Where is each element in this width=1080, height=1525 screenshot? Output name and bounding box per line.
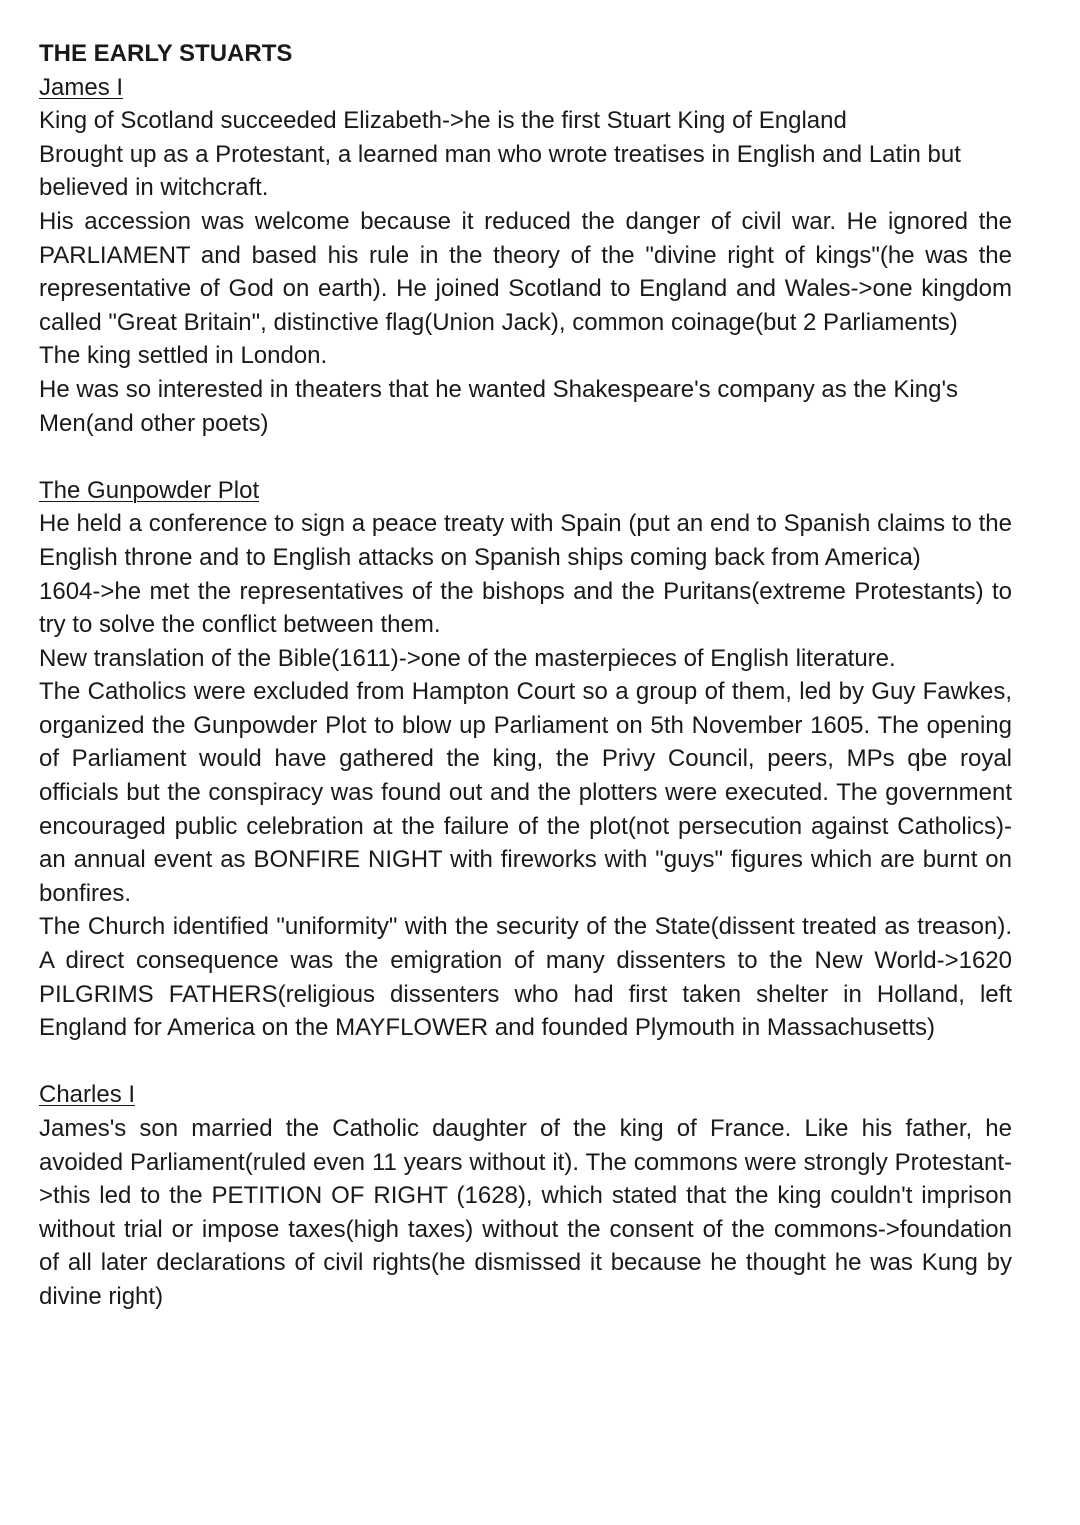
paragraph: 1604->he met the representatives of the bishops and the Puritans(extreme Protestants) to try to solve the conflict between them. — [39, 577, 1012, 639]
section-spacer — [39, 440, 1012, 474]
paragraph: The king settled in London. — [39, 342, 328, 370]
section-heading: The Gunpowder Plot — [39, 476, 260, 504]
document-title: THE EARLY STUARTS — [39, 40, 293, 67]
paragraph: Brought up as a Protestant, a learned man who wrote treatises in English and Latin but believed in witchcraft. — [39, 140, 961, 202]
paragraph: His accession was welcome because it reduced the danger of civil war. He ignored the PARLIAMENT and based his rule in the theory of the "divine right of kings"(he was the representative of God on earth). He joined Scotland to England and Wales->one kingdom called "Great Britain", distinctive flag(Union Jack), common coinage(but 2 Parliaments) — [39, 207, 1012, 336]
section-heading: James I — [39, 73, 124, 101]
section-gunpowder-plot — [39, 474, 1012, 1045]
paragraph: The Catholics were excluded from Hampton Court so a group of them, led by Guy Fawkes, organized the Gunpowder Plot to blow up Parliament on 5th November 1605. The opening of Parliament would have gathered the king, the Privy Council, peers, MPs qbe royal officials but the conspiracy was found out and the plotters were executed. The government encouraged public celebration at the failure of the plot(not persecution against Catholics)-an annual event as BONFIRE NIGHT with fireworks with "guys" figures which are burnt on bonfires. — [39, 678, 1012, 907]
paragraph: New translation of the Bible(1611)->one of the masterpieces of English literature. — [39, 644, 896, 672]
section-heading: Charles I — [39, 1081, 136, 1109]
paragraph: He was so interested in theaters that he wanted Shakespeare's company as the King's Men(and other poets) — [39, 375, 959, 437]
section-charles-i — [39, 1078, 1012, 1313]
paragraph: The Church identified "uniformity" with the security of the State(dissent treated as treason). A direct consequence was the emigration of many dissenters to the New World->1620 PILGRIMS FATHERS(religious dissenters who had first taken shelter in Holland, left England for America on the MAYFLOWER and founded Plymouth in Massachusetts) — [39, 913, 1012, 1042]
paragraph: He held a conference to sign a peace treaty with Spain (put an end to Spanish claims to the English throne and to English attacks on Spanish ships coming back from America) — [39, 510, 1012, 571]
section-spacer — [39, 1045, 1012, 1079]
paragraph: James's son married the Catholic daughter of the king of France. Like his father, he avoided Parliament(ruled even 11 years without it). The commons were strongly Protestant->this led to the PETITION OF RIGHT (1628), which stated that the king couldn't imprison without trial or impose taxes(high taxes) without the consent of the commons->foundation of all later declarations of civil rights(he dismissed it because he thought he was Kung by divine right) — [39, 1115, 1012, 1310]
paragraph: King of Scotland succeeded Elizabeth->he is the first Stuart King of England — [39, 107, 847, 135]
section-james-i — [39, 71, 1012, 441]
